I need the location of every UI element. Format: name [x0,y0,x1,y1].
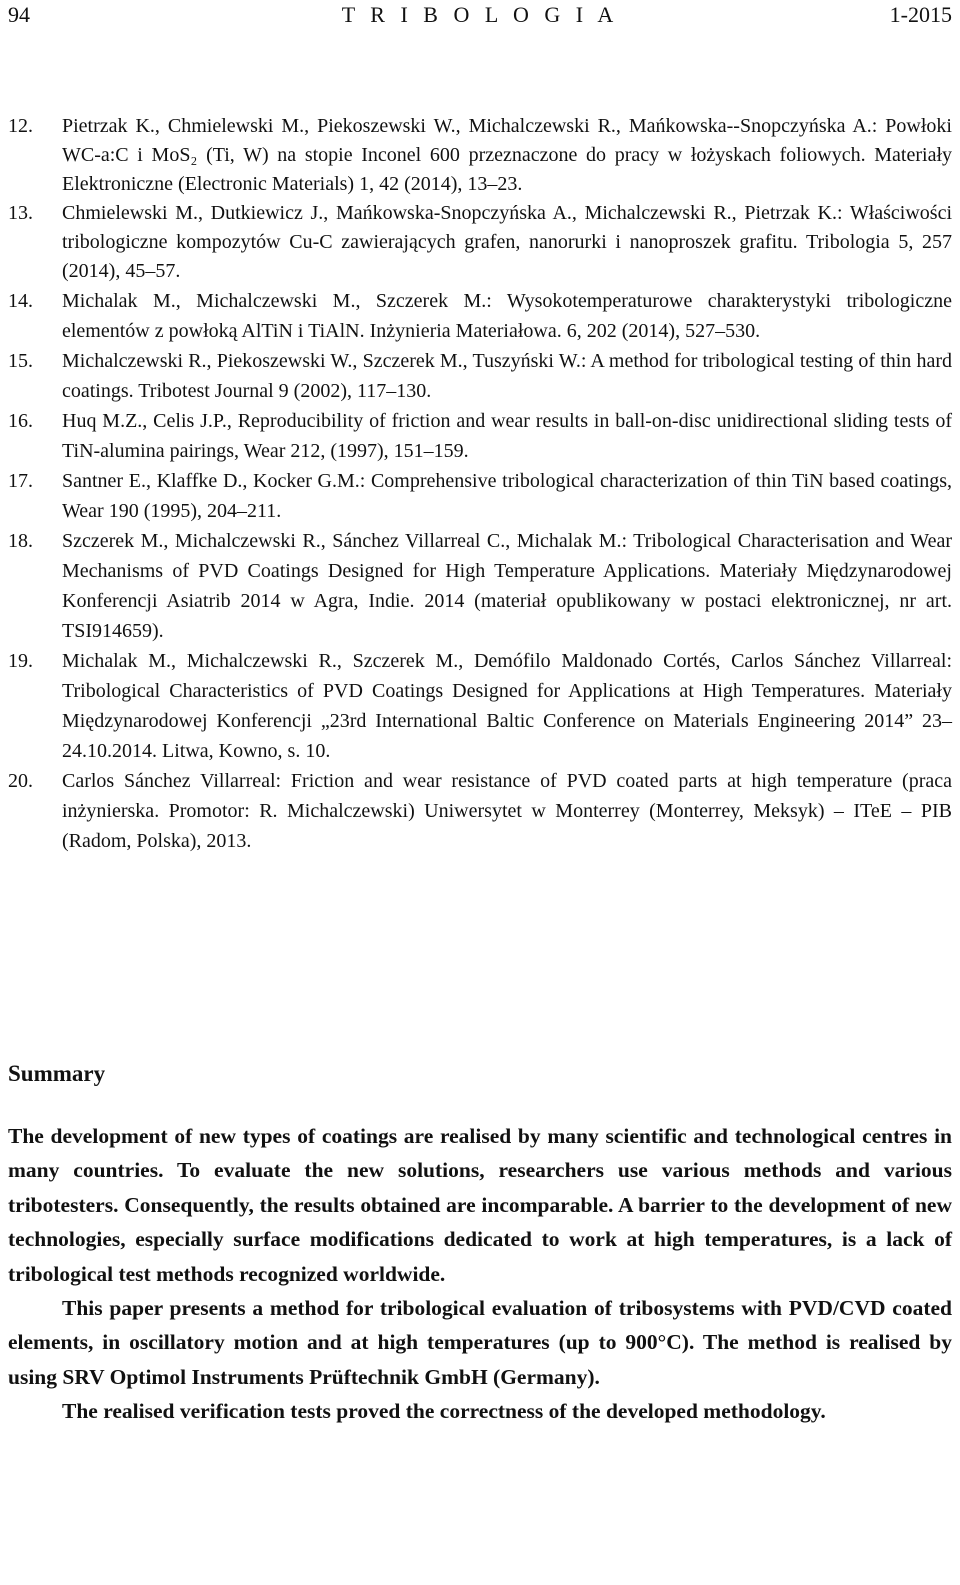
reference-list [8,112,952,856]
reference-item [8,112,952,199]
reference-text: Szczerek M., Michalczewski R., Sánchez Villarreal C., Michalak M.: Tribological Characterisation and Wear Mechanisms of PVD Coatings Designed for High Temperature Applications. Materiały Międzynarodowej Konferencji Asiatrib 2014 w Agra, Indie. 2014 (materiał opublikowany w postaci elektronicznej, nr art. TSI914659). [62,530,952,642]
summary-paragraph: This paper presents a method for tribological evaluation of tribosystems with PVD/CVD coated elements, in oscillatory motion and at high temperatures (up to 900°C). The method is realised by using SRV Optimol Instruments Prüftechnik GmbH (Germany). [8,1296,952,1389]
reference-item [8,286,952,346]
reference-text: Carlos Sánchez Villarreal: Friction and wear resistance of PVD coated parts at high temperature (praca inżynierska. Promotor: R. Michalczewski) Uniwersytet w Monterrey (Monterrey, Meksyk) – ITeE – PIB (Radom, Polska), 2013. [62,770,952,852]
reference-text: Huq M.Z., Celis J.P., Reproducibility of friction and wear results in ball-on-disc unidirectional sliding tests of TiN-alumina pairings, Wear 212, (1997), 151–159. [62,410,952,462]
reference-number: 18. [8,530,33,552]
reference-item [8,466,952,526]
summary-paragraph: The development of new types of coatings are realised by many scientific and technological centres in many countries. To evaluate the new solutions, researchers use various methods and various tribotesters. Consequently, the results obtained are incomparable. A barrier to the development of new technologies, especially surface modifications dedicated to work at high temperatures, is a lack of tribological test methods recognized worldwide. [8,1124,952,1286]
reference-item [8,646,952,766]
reference-item [8,526,952,646]
reference-number: 14. [8,290,33,312]
reference-number: 17. [8,470,33,492]
reference-item [8,346,952,406]
page-number: 94 [8,2,30,27]
reference-number: 12. [8,115,33,137]
reference-text: Pietrzak K., Chmielewski M., Piekoszewski W., Michalczewski R., Mańkowska--Snopczyńska A.: Powłoki WC-a:C i MoS₂ (Ti, W) na stopie Inconel 600 przeznaczone do pracy w łożyskach foliowych. Materiały Elektroniczne (Electronic Materials) 1, 42 (2014), 13–23. [62,115,952,195]
journal-title: T R I B O L O G I A [341,2,619,27]
summary-body [8,1119,952,1429]
reference-number: 19. [8,650,33,672]
reference-number: 15. [8,350,33,372]
reference-text: Santner E., Klaffke D., Kocker G.M.: Comprehensive tribological characterization of thin TiN based coatings, Wear 190 (1995), 204–211. [62,470,952,522]
summary-heading: Summary [8,1061,106,1086]
reference-text: Michalak M., Michalczewski R., Szczerek M., Demófilo Maldonado Cortés, Carlos Sánchez Villarreal: Tribological Characteristics of PVD Coatings Designed for Applications at High Temperatures. Materiały Międzynarodowej Konferencji „23rd International Baltic Conference on Materials Engineering 2014” 23–24.10.2014. Litwa, Kowno, s. 10. [62,650,952,762]
reference-number: 13. [8,202,33,224]
reference-number: 16. [8,410,33,432]
reference-item [8,199,952,286]
reference-text: Chmielewski M., Dutkiewicz J., Mańkowska-Snopczyńska A., Michalczewski R., Pietrzak K.: Właściwości tribologiczne kompozytów Cu-C zawierających grafen, nanorurki i nanoproszek grafitu. Tribologia 5, 257 (2014), 45–57. [62,202,952,282]
summary-paragraph: The realised verification tests proved the correctness of the developed methodology. [62,1399,826,1424]
reference-item [8,406,952,466]
issue-number: 1-2015 [889,2,952,27]
reference-text: Michalczewski R., Piekoszewski W., Szczerek M., Tuszyński W.: A method for tribological testing of thin hard coatings. Tribotest Journal 9 (2002), 117–130. [62,350,952,402]
reference-number: 20. [8,770,33,792]
running-header [8,2,952,36]
reference-text: Michalak M., Michalczewski M., Szczerek M.: Wysokotemperaturowe charakterystyki tribologiczne elementów z powłoką AlTiN i TiAlN. Inżynieria Materiałowa. 6, 202 (2014), 527–530. [62,290,952,342]
reference-item [8,766,952,856]
